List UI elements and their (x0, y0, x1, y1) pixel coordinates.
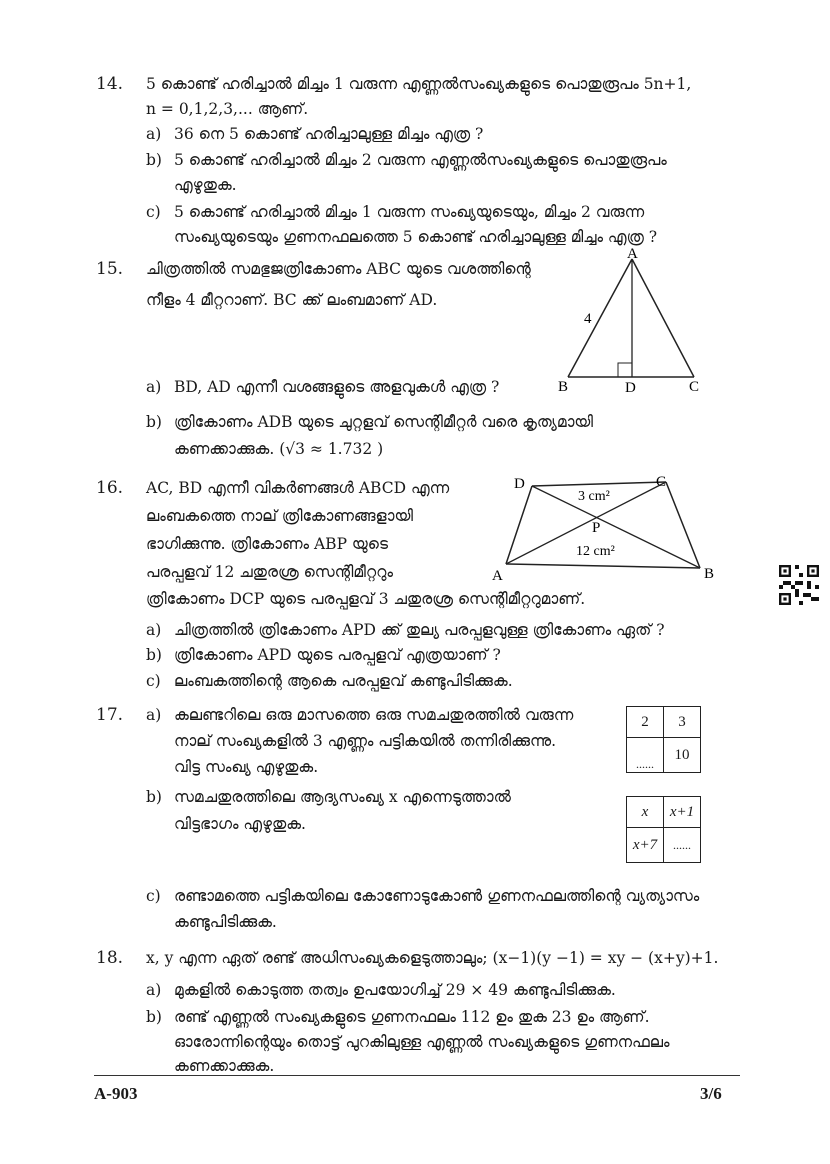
table-cell: 10 (664, 738, 701, 773)
q18a-label: a) (146, 981, 162, 999)
q15-stem-line2: നീളം 4 മീറ്ററാണ്. BC ക്ക് ലംബമാണ് AD. (146, 291, 438, 309)
q16-label-A: A (492, 568, 503, 584)
q15-number: 15. (96, 259, 124, 279)
q16c-text: ലംബകത്തിന്റെ ആകെ പരപ്പളവ് കണ്ടുപിടിക്കുക. (174, 672, 513, 690)
q18b-label: b) (146, 1008, 162, 1026)
table-row (627, 828, 701, 863)
q17a-label: a) (146, 706, 162, 724)
q18-stem: x, y എന്ന ഏത് രണ്ട് അധിസംഖ്യകളെടുത്താലും; (x−1)(y −1) = xy − (x+y)+1. (146, 949, 719, 967)
q14b-text-line1: 5 കൊണ്ട് ഹരിച്ചാൽ മിച്ചം 2 വരുന്ന എണ്ണൽസംഖ്യകളുടെ പൊതുരൂപം (174, 151, 667, 169)
q14c-text-line1: 5 കൊണ്ട് ഹരിച്ചാൽ മിച്ചം 1 വരുന്ന സംഖ്യയുടെയും, മിച്ചം 2 വരുന്ന (174, 203, 645, 221)
q15b-text-line2: കണക്കാക്കുക. (√3 ≈ 1.732 ) (174, 440, 384, 458)
q16b-text: ത്രികോണം APD യുടെ പരപ്പളവ് എത്രയാണ് ? (174, 646, 501, 664)
q18b-text-line3: കണക്കാക്കുക. (174, 1057, 275, 1075)
q15a-text: BD, AD എന്നീ വശങ്ങളുടെ അളവുകൾ എത്ര ? (174, 378, 500, 396)
q18-number: 18. (96, 948, 124, 968)
q16-stem-line1: AC, BD എന്നീ വികർണങ്ങൾ ABCD എന്ന (146, 479, 450, 497)
q17c-text-line2: കണ്ടുപിടിക്കുക. (174, 913, 277, 931)
q18b-text-line1: രണ്ട് എണ്ണൽ സംഖ്യകളുടെ ഗുണനഫലം 112 ഉം തുക 23 ഉം ആണ്. (174, 1008, 650, 1026)
q16-number: 16. (96, 478, 124, 498)
q15b-label: b) (146, 413, 162, 431)
q14-stem-line2: n = 0,1,2,3,... ആണ്. (146, 100, 309, 118)
q17-number: 17. (96, 705, 124, 725)
q16a-label: a) (146, 621, 162, 639)
q15-label-A: A (627, 246, 638, 262)
q14-number: 14. (96, 74, 124, 94)
q15-side-length: 4 (584, 311, 592, 327)
calendar-table-2 (626, 796, 701, 863)
q16-top-area: 3 cm² (578, 489, 610, 504)
q15-label-D: D (625, 380, 636, 395)
q17b-text-line2: വിട്ടഭാഗം എഴുതുക. (174, 815, 306, 833)
q14c-label: c) (146, 203, 161, 221)
q16-trapezium-figure (486, 470, 726, 588)
q15-triangle-figure (550, 245, 710, 395)
page-number: 3/6 (700, 1084, 722, 1103)
q15a-label: a) (146, 378, 162, 396)
q17c-text-line1: രണ്ടാമത്തെ പട്ടികയിലെ കോണോടുകോൺ ഗുണനഫലത്തിന്റെ വ്യത്യാസം (174, 887, 700, 905)
table-cell: ...... (627, 738, 664, 773)
q16b-label: b) (146, 646, 162, 664)
q16-bottom-area: 12 cm² (576, 544, 615, 559)
calendar-table-1 (626, 706, 701, 773)
q15-stem-line1: ചിത്രത്തിൽ സമഭുജത്രികോണം ABC യുടെ വശത്തിന്റെ (146, 260, 531, 278)
table-cell: x (627, 797, 664, 828)
q18a-text: മുകളിൽ കൊടുത്ത തത്വം ഉപയോഗിച്ച് 29 × 49 കണ്ടുപിടിക്കുക. (174, 981, 616, 999)
q14a-label: a) (146, 125, 162, 143)
q16c-label: c) (146, 672, 161, 690)
q17a-text-line3: വിട്ട സംഖ്യ എഴുതുക. (174, 758, 319, 776)
exam-code: A-903 (94, 1084, 138, 1103)
q17b-text-line1: സമചതുരത്തിലെ ആദ്യസംഖ്യ x എന്നെടുത്താൽ (174, 788, 511, 806)
table-cell: x+7 (627, 828, 664, 863)
q16-label-D: D (514, 476, 525, 492)
q16-label-B: B (704, 566, 715, 582)
q15-label-C: C (689, 379, 700, 395)
table-cell: x+1 (664, 797, 701, 828)
q17b-label: b) (146, 788, 162, 806)
q14a-text: 36 നെ 5 കൊണ്ട് ഹരിച്ചാലുള്ള മിച്ചം എത്ര ? (174, 125, 484, 143)
table-row (627, 707, 701, 738)
q18b-text-line2: ഓരോന്നിന്റെയും തൊട്ട് പുറകിലുള്ള എണ്ണൽ സംഖ്യകളുടെ ഗുണനഫലം (174, 1033, 670, 1051)
q16-stem-line4: പരപ്പളവ് 12 ചതുരശ്ര സെന്റിമീറ്ററും (146, 563, 393, 581)
q14c-text-line2: സംഖ്യയുടെയും ഗുണനഫലത്തെ 5 കൊണ്ട് ഹരിച്ചാലുള്ള മിച്ചം എത്ര ? (174, 228, 658, 246)
q14b-text-line2: എഴുതുക. (174, 176, 237, 194)
table-cell: 3 (664, 707, 701, 738)
q16-stem-line3: ഭാഗിക്കുന്നു. ത്രികോണം ABP യുടെ (146, 535, 388, 553)
qr-code-icon (779, 565, 819, 605)
q15-label-B: B (558, 379, 569, 395)
table-cell: ...... (664, 828, 701, 863)
q16-label-P: P (592, 520, 601, 536)
q14-stem-line1: 5 കൊണ്ട് ഹരിച്ചാൽ മിച്ചം 1 വരുന്ന എണ്ണൽസംഖ്യകളുടെ പൊതുരൂപം 5n+1, (146, 75, 692, 93)
q16-label-C: C (656, 474, 667, 490)
q16-stem-line5: ത്രികോണം DCP യുടെ പരപ്പളവ് 3 ചതുരശ്ര സെന്റിമീറ്ററുമാണ്. (146, 590, 586, 608)
table-row (627, 797, 701, 828)
q17a-text-line2: നാല് സംഖ്യകളിൽ 3 എണ്ണം പട്ടികയിൽ തന്നിരിക്കുന്നു. (174, 732, 557, 750)
q14b-label: b) (146, 151, 162, 169)
q17c-label: c) (146, 887, 161, 905)
footer-divider (94, 1075, 740, 1076)
table-cell: 2 (627, 707, 664, 738)
q16a-text: ചിത്രത്തിൽ ത്രികോണം APD ക്ക് തുല്യ പരപ്പളവുള്ള ത്രികോണം ഏത് ? (174, 621, 665, 639)
q16-stem-line2: ലംബകത്തെ നാല് ത്രികോണങ്ങളായി (146, 507, 414, 525)
table-row (627, 738, 701, 773)
q15b-text-line1: ത്രികോണം ADB യുടെ ചുറ്റളവ് സെന്റിമീറ്റർ വരെ കൃത്യമായി (174, 413, 593, 431)
q17a-text-line1: കലണ്ടറിലെ ഒരു മാസത്തെ ഒരു സമചതുരത്തിൽ വരുന്ന (174, 706, 574, 724)
